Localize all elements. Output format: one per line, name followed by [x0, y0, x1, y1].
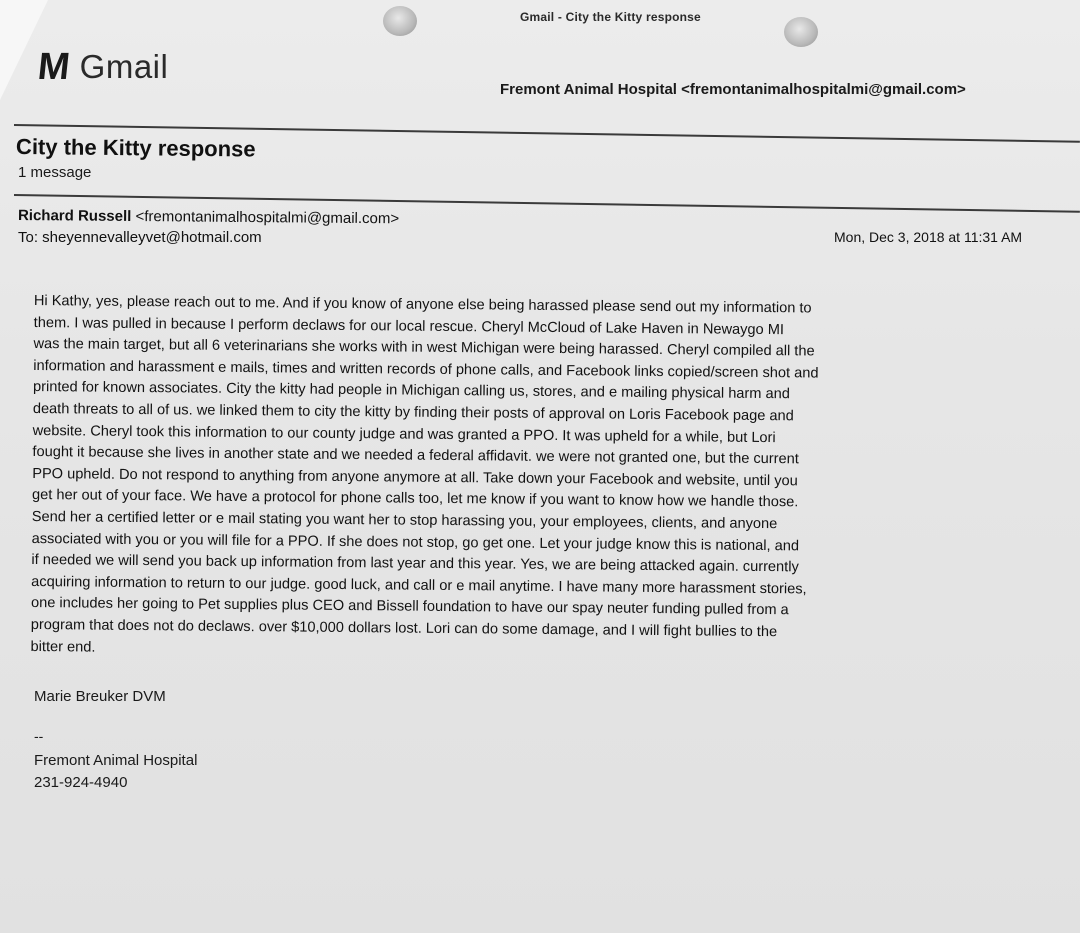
body-line: information and harassment e mails, times and written records of phone calls, and Facebook links copied/screen shot and	[33, 357, 819, 382]
thread-subject: City the Kitty response	[15, 134, 256, 162]
sender-line	[18, 207, 399, 227]
body-line: PPO upheld. Do not respond to anything from anyone anymore at all. Take down your Facebook and website, until you	[32, 465, 798, 490]
body-line: program that does not do declaws. over $10,000 dollars lost. Lori can do some damage, and I will fight bullies to the	[30, 616, 778, 641]
message-date: Mon, Dec 3, 2018 at 11:31 AM	[834, 229, 1023, 245]
body-line: one includes her going to Pet supplies plus CEO and Bissell foundation to have our spay neuter funding pulled from a	[30, 595, 789, 619]
body-line: them. I was pulled in because I perform declaws for our local rescue. Cheryl McCloud of Lake Haven in Newaygo MI	[33, 314, 785, 338]
gmail-logo-text: Gmail	[79, 48, 169, 85]
sender-name: Richard Russell	[17, 207, 132, 225]
body-line: printed for known associates. City the kitty had people in Michigan calling us, stores, and e mailing physical harm and	[32, 379, 790, 403]
signature-clinic: Fremont Animal Hospital	[34, 752, 198, 769]
gmail-m-icon: M	[35, 46, 72, 88]
body-line: get her out of your face. We have a protocol for phone calls too, let me know if you want to know how we handle those.	[31, 487, 799, 511]
message-body	[30, 291, 1069, 668]
account-identity: Fremont Animal Hospital <fremontanimalhospitalmi@gmail.com>	[500, 81, 966, 98]
body-line: website. Cheryl took this information to our county judge and was granted a PPO. It was upheld for a while, but Lori	[32, 422, 776, 446]
body-line: Hi Kathy, yes, please reach out to me. And if you know of anyone else being harassed please send out my information to	[33, 292, 812, 317]
body-line: if needed we will send you back up information from last year and this year. Yes, we are being attacked again. currently	[31, 552, 799, 576]
gmail-logo	[35, 46, 169, 88]
body-line: acquiring information to return to our judge. good luck, and call or e mail anytime. I have many more harassment stories,	[31, 573, 807, 598]
signature-separator: --	[34, 728, 44, 744]
body-line: fought it because she lives in another state and we needed a federal affidavit. we were not granted one, but the current	[32, 444, 799, 468]
signature-name: Marie Breuker DVM	[34, 688, 166, 705]
body-line: Send her a certified letter or e mail stating you want her to stop harassing you, your employees, clients, and anyone	[31, 508, 778, 533]
body-line: death threats to all of us. we linked them to city the kitty by finding their posts of approval on Loris Facebook page and	[32, 400, 794, 425]
body-line: associated with you or you will file for a PPO. If she does not stop, go get one. Let your judge know this is national, and	[31, 530, 800, 554]
punch-hole-left	[383, 6, 417, 36]
punch-hole-right	[784, 17, 818, 47]
recipient-line: To: sheyennevalleyvet@hotmail.com	[18, 229, 262, 246]
sender-email: <fremontanimalhospitalmi@gmail.com>	[135, 208, 400, 228]
print-header: Gmail - City the Kitty response	[520, 10, 701, 24]
message-count: 1 message	[18, 164, 92, 181]
body-line: was the main target, but all 6 veterinarians she works with in west Michigan were being harassed. Cheryl compiled all the	[33, 336, 815, 360]
signature-phone: 231-924-4940	[34, 774, 128, 791]
body-line: bitter end.	[30, 638, 96, 656]
